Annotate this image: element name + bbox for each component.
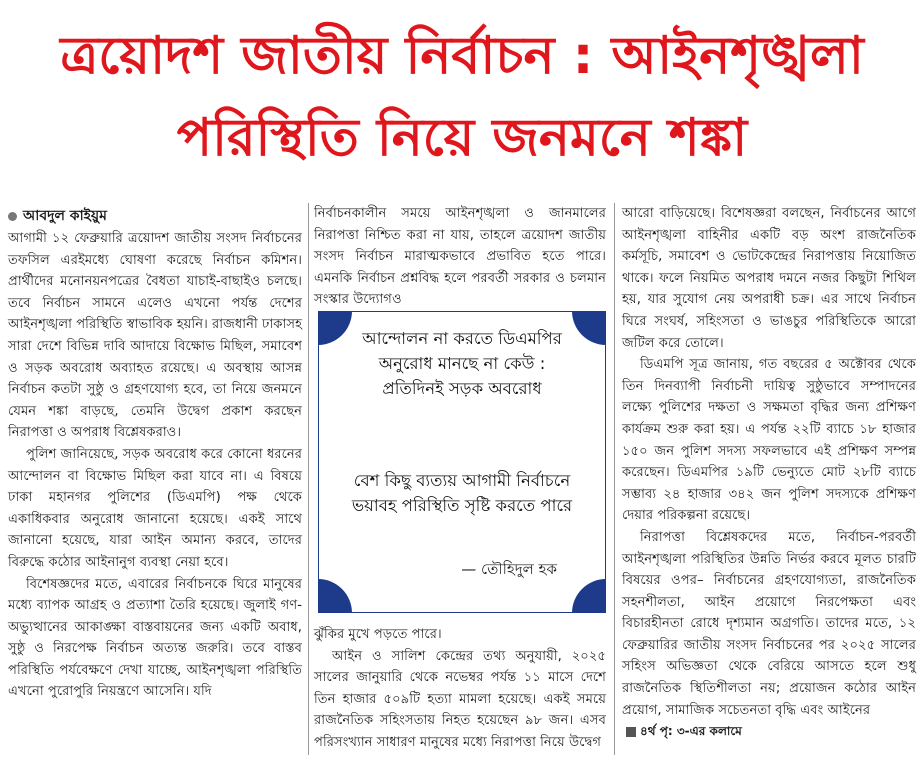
paragraph: আরো বাড়িয়েছে। বিশেষজ্ঞরা বলছেন, নির্বাচনের আগে আইনশৃঙ্খলা বাহিনীর একটি বড় অংশ রাজনৈতিক কর্মসূচি, সমাবেশ ও ভোটকেন্দ্রের নিরাপত্তায় নিয়োজিত থাকে। ফলে নিয়মিত অপরাধ দমনে নজর কিছুটা শিথিল হয়, যার সুযোগ নেয় অপরাধী চক্র। এর সাথে নির্বাচন ঘিরে সংঘর্ষ, সহিংসতা ও ভাঙচুর পরিস্থিতিকে আরো জটিল করে তোলে। xyxy=(622,206,916,351)
continuation-note[interactable] xyxy=(622,724,742,738)
paragraph: বিশেষজ্ঞদের মতে, এবারের নির্বাচনকে ঘিরে মানুষের মধ্যে ব্যাপক আগ্রহ ও প্রত্যাশা তৈরি হয়েছে। জুলাই গণ-অভ্যুত্থানের আকাঙ্ক্ষা বাস্তবায়নের জন্য একটি অবাধ, সুষ্ঠু ও নিরপেক্ষ নির্বাচন অত্যন্ত জরুরি। তবে বাস্তব পরিস্থিতি পর্যবেক্ষণে দেখা যাচ্ছে, আইনশৃঙ্খলা পরিস্থিতি এখনো পুরোপুরি নিয়ন্ত্রণে আসেনি। যদি xyxy=(8,576,302,700)
paragraph: নিরাপত্তা বিশ্লেষকদের মতে, নির্বাচন-পরবর্তী আইনশৃঙ্খলা পরিস্থিতির উন্নতি নির্ভর করবে মূলত চারটি বিষয়ের ওপর– নির্বাচনের গ্রহণযোগ্যতা, রাজনৈতিক সহনশীলতা, আইন প্রয়োগে নিরপেক্ষতা এবং বিচারহীনতা রোধে দৃশ্যমান অগ্রগতি। তাদের মতে, ১২ ফেব্রুয়ারির জাতীয় সংসদ নির্বাচনের পর ২০২৫ সালের সহিংস অভিজ্ঞতা থেকে বেরিয়ে আসতে হলে শুধু রাজনৈতিক স্থিতিশীলতা নয়; প্রয়োজন কঠোর আইন প্রয়োগ, সামাজিক সচেতনতা বৃদ্ধি এবং আইনের xyxy=(622,529,916,718)
paragraph: ঝুঁকির মুখে পড়তে পারে। xyxy=(314,627,442,642)
column-divider xyxy=(614,203,615,755)
article-column-2-bottom xyxy=(314,624,606,756)
author-name: আবদুল কাইয়ুম xyxy=(23,208,107,224)
pull-quote-text-2: বেশ কিছু ব্যত্যয় আগামী নির্বাচনে ভয়াবহ পরিস্থিতি সৃষ্টি করতে পারে xyxy=(351,471,573,515)
paragraph: নির্বাচনকালীন সময়ে আইনশৃঙ্খলা ও জানমালের নিরাপত্তা নিশ্চিত করা না যায়, তাহলে ত্রয়োদশ জাতীয় সংসদ নির্বাচন মারাত্মকভাবে প্রভাবিত হতে পারে। এমনকি নির্বাচন প্রশ্নবিদ্ধ হলে পরবর্তী সরকার ও চলমান সংস্কার উদ্যোগও xyxy=(314,206,606,308)
article-column-3 xyxy=(622,203,916,756)
column-divider xyxy=(308,203,309,755)
bullet-icon xyxy=(8,212,17,221)
corner-ornament xyxy=(318,311,352,345)
byline xyxy=(8,204,107,228)
corner-ornament xyxy=(318,579,352,613)
pull-quote-box xyxy=(318,311,606,613)
corner-ornament xyxy=(572,579,606,613)
paragraph: আইন ও সালিশ কেন্দ্রের তথ্য অনুযায়ী, ২০২৫ সালের জানুয়ারি থেকে নভেম্বর পর্যন্ত ১১ মাসে দেশে তিন হাজার ৫০৯টি হত্যা মামলা হয়েছে। একই সময়ে রাজনৈতিক সহিংসতায় নিহত হয়েছেন ৯৮ জন। এসব পরিসংখ্যান সাধারণ মানুষের মধ্যে নিরাপত্তা নিয়ে উদ্বেগ xyxy=(314,648,606,750)
article-column-1 xyxy=(8,228,302,756)
pull-quote-author: — তৌহিদুল হক xyxy=(461,560,557,578)
square-icon xyxy=(626,727,636,737)
article-column-2-top xyxy=(314,203,606,313)
corner-ornament xyxy=(572,311,606,345)
paragraph: আগামী ১২ ফেব্রুয়ারি ত্রয়োদশ জাতীয় সংসদ নির্বাচনের তফসিল এরইমধ্যে ঘোষণা করেছে নির্বাচন কমিশন। প্রার্থীদের মনোনয়নপত্রের বৈধতা যাচাই-বাছাইও চলছে। তবে নির্বাচন সামনে এলেও এখনো পর্যন্ত দেশের আইনশৃঙ্খলা পরিস্থিতি স্বাভাবিক হয়নি। রাজধানী ঢাকাসহ সারা দেশে বিভিন্ন দাবি আদায়ে বিক্ষোভ মিছিল, সমাবেশ ও সড়ক অবরোধ অব্যাহত রয়েছে। এ অবস্থায় আসন্ন নির্বাচন কতটা সুষ্ঠু ও গ্রহণযোগ্য হবে, তা নিয়ে জনমনে যেমন শঙ্কা বাড়ছে, তেমনি উদ্বেগ প্রকাশ করছেন নিরাপত্তা ও অপরাধ বিশ্লেষকরাও। xyxy=(8,231,302,441)
headline-line-1: ত্রয়োদশ জাতীয় নির্বাচন : আইনশৃঙ্খলা xyxy=(60,26,864,86)
paragraph: পুলিশ জানিয়েছে, সড়ক অবরোধ করে কোনো ধরনের আন্দোলন বা বিক্ষোভ মিছিল করা যাবে না। এ বিষয়ে ঢাকা মহানগর পুলিশের (ডিএমপি) পক্ষ থেকে একাধিকবার অনুরোধ জানানো হয়েছে। একই সাথে জানানো হয়েছে, যারা আইন অমান্য করবে, তাদের বিরুদ্ধে কঠোর আইনানুগ ব্যবস্থা নেয়া হবে। xyxy=(8,446,302,570)
pull-quote-text-1: আন্দোলন না করতে ডিএমপির অনুরোধ মানছে না কেউ : প্রতিদিনই সড়ক অবরোধ xyxy=(362,329,562,398)
continuation-text: ৪র্থ পৃ: ৩-এর কলামে xyxy=(640,724,742,739)
paragraph: ডিএমপি সূত্র জানায়, গত বছরের ৫ অক্টোবর থেকে তিন দিনব্যাপী নির্বাচনী দায়িত্ব সুষ্ঠুভাবে সম্পাদনের লক্ষ্যে পুলিশের দক্ষতা ও সক্ষমতা বৃদ্ধির জন্য প্রশিক্ষণ কার্যক্রম শুরু করা হয়। এ পর্যন্ত ২২টি ব্যাচে ১৮ হাজার ১৫০ জন পুলিশ সদস্য সফলভাবে এই প্রশিক্ষণ সম্পন্ন করেছেন। ডিএমপির ১৯টি ভেন্যুতে মোট ২৮টি ব্যাচে সম্ভাব্য ২৪ হাজার ৩৪২ জন পুলিশ সদস্যকে প্রশিক্ষণ দেয়ার পরিকল্পনা রয়েছে। xyxy=(622,357,916,524)
headline-line-2: পরিস্থিতি নিয়ে জনমনে শঙ্কা xyxy=(176,108,748,168)
